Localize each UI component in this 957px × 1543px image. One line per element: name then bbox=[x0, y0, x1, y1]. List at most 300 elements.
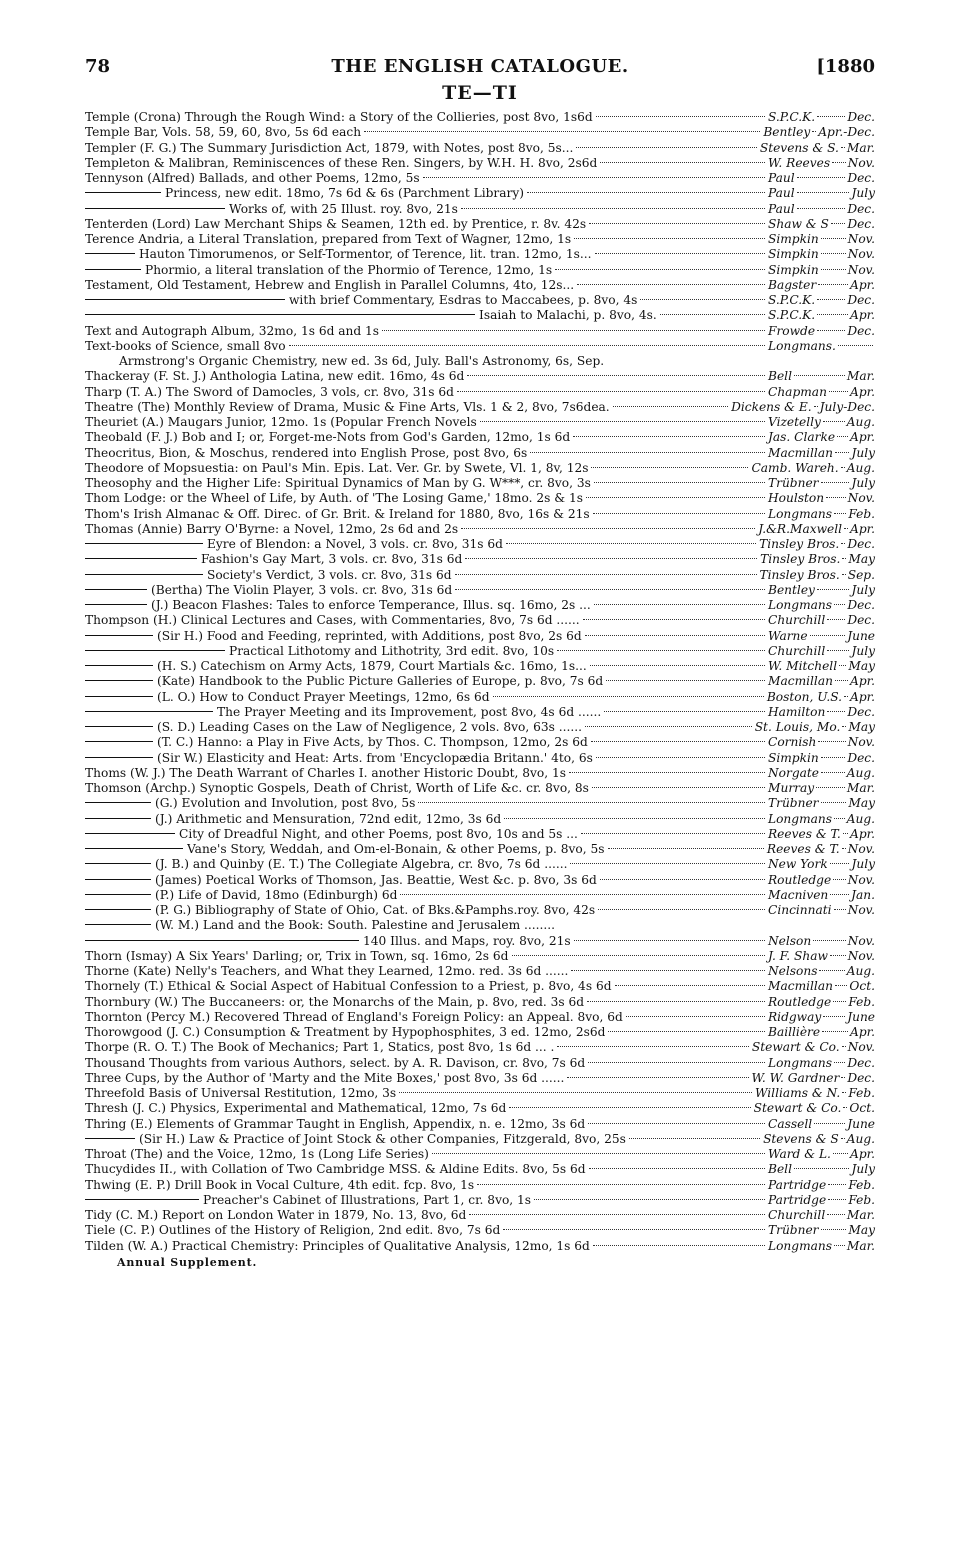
catalogue-entry bbox=[85, 430, 875, 445]
entry-date: Dec. bbox=[847, 293, 875, 307]
entry-date: Nov. bbox=[847, 872, 875, 887]
leader-dots bbox=[833, 879, 845, 880]
leader-dots bbox=[837, 436, 848, 437]
entry-publisher-cell bbox=[768, 1117, 875, 1132]
entry-title: Throat (The) and the Voice, 12mo, 1s (Long Life Series) bbox=[85, 1147, 429, 1161]
leader-dots bbox=[593, 1245, 765, 1246]
ditto-rule bbox=[85, 757, 153, 758]
leader-dots bbox=[842, 574, 846, 575]
entry-title: Hauton Timorumenos, or Self-Tormentor, of Terence, lit. tran. 12mo, 1s... bbox=[139, 247, 592, 262]
leader-dots bbox=[573, 436, 765, 437]
entry-publisher-cell bbox=[768, 644, 875, 659]
leader-dots bbox=[593, 513, 765, 514]
entry-publisher: Churchill bbox=[768, 643, 826, 658]
entry-publisher-cell bbox=[768, 583, 875, 598]
entry-date: July bbox=[851, 476, 875, 490]
catalogue-entry bbox=[85, 842, 875, 857]
catalogue-entry bbox=[85, 125, 875, 140]
leader-dots bbox=[821, 238, 846, 239]
entry-date: Oct. bbox=[849, 1101, 875, 1116]
entry-publisher-cell bbox=[752, 1071, 876, 1086]
catalogue-entry bbox=[85, 141, 875, 156]
entry-publisher: Longmans. bbox=[768, 338, 836, 353]
ditto-rule bbox=[85, 192, 161, 193]
entry-publisher-cell bbox=[768, 186, 875, 201]
leader-dots bbox=[828, 1184, 846, 1185]
entry-publisher-cell bbox=[768, 796, 875, 811]
catalogue-entry bbox=[85, 934, 875, 949]
entry-publisher-cell bbox=[768, 629, 875, 644]
entry-publisher: Shaw & S bbox=[768, 216, 829, 231]
entry-date: Aug. bbox=[846, 811, 875, 826]
entry-publisher-cell bbox=[759, 537, 875, 552]
leader-dots bbox=[574, 940, 765, 941]
leader-dots bbox=[591, 741, 765, 742]
leader-dots bbox=[834, 909, 846, 910]
entry-publisher-cell bbox=[768, 781, 875, 796]
page-number: 78 bbox=[85, 56, 111, 77]
catalogue-entry bbox=[85, 781, 875, 796]
entry-publisher-cell bbox=[763, 125, 875, 140]
catalogue-entry bbox=[85, 491, 875, 506]
leader-dots bbox=[823, 421, 845, 422]
entry-publisher-cell bbox=[768, 613, 875, 628]
leader-dots bbox=[835, 680, 848, 681]
entry-title: (L. O.) How to Conduct Prayer Meetings, 12mo, 6s 6d bbox=[157, 689, 490, 704]
entry-publisher: Stewart & Co. bbox=[753, 1101, 842, 1116]
entry-publisher-cell bbox=[768, 324, 875, 339]
entry-publisher-cell bbox=[768, 369, 875, 384]
entry-title: Thomas (Annie) Barry O'Byrne: a Novel, 12mo, 2s 6d and 2s bbox=[85, 521, 459, 536]
leader-dots bbox=[841, 467, 845, 468]
entry-publisher-cell bbox=[768, 339, 875, 354]
entry-title: (W. M.) Land and the Book: South. Palestine and Jerusalem ........ bbox=[155, 918, 556, 933]
catalogue-entry bbox=[85, 1010, 875, 1025]
leader-dots bbox=[595, 253, 765, 254]
catalogue-entry bbox=[85, 827, 875, 842]
entry-publisher: Simpkin bbox=[768, 232, 819, 246]
entry-title: Temple Bar, Vols. 58, 59, 60, 8vo, 5s 6d each bbox=[85, 125, 362, 140]
entry-title: Thorpe (R. O. T.) The Book of Mechanics; Part 1, Statics, post 8vo, 1s 6d ... . bbox=[85, 1040, 555, 1055]
entry-publisher: Longmans bbox=[768, 1238, 833, 1253]
entry-date: Dec. bbox=[847, 110, 875, 124]
leader-dots bbox=[557, 1046, 748, 1047]
entry-title: Thoms (W. J.) The Death Warrant of Charles I. another Historic Doubt, 8vo, 1s bbox=[85, 765, 567, 780]
entry-date: Feb. bbox=[848, 1086, 875, 1100]
leader-dots bbox=[830, 955, 846, 956]
leader-dots bbox=[455, 589, 765, 590]
entry-title: Tharp (T. A.) The Sword of Damocles, 3 vols, cr. 8vo, 31s 6d bbox=[85, 384, 454, 399]
entry-publisher: Routledge bbox=[768, 994, 832, 1009]
leader-dots bbox=[594, 604, 765, 605]
catalogue-entry bbox=[85, 1071, 875, 1086]
section-heading: TE—TI bbox=[442, 82, 518, 104]
leader-dots bbox=[817, 299, 845, 300]
leader-dots bbox=[600, 879, 765, 880]
ditto-rule bbox=[85, 314, 475, 315]
catalogue-entry bbox=[85, 247, 875, 262]
entry-date: Apr. bbox=[850, 1025, 875, 1039]
entry-title: Fashion's Gay Mart, 3 vols. cr. 8vo, 31s 6d bbox=[201, 552, 463, 567]
entry-title: Thornton (Percy M.) Recovered Thread of England's Foreign Policy: an Appeal. 8vo, 6d bbox=[85, 1009, 623, 1024]
entry-publisher: Cincinnati bbox=[768, 903, 832, 917]
entry-title: Thackeray (F. St. J.) Anthologia Latina, new edit. 16mo, 4s 6d bbox=[85, 369, 465, 384]
leader-dots bbox=[842, 558, 846, 559]
catalogue-entry bbox=[85, 293, 875, 308]
ditto-rule bbox=[85, 680, 153, 681]
entry-title: (G.) Evolution and Involution, post 8vo, 5s bbox=[155, 796, 416, 811]
catalogue-entry bbox=[85, 674, 875, 689]
entry-title: (H. S.) Catechism on Army Acts, 1879, Court Martials &c. 16mo, 1s... bbox=[157, 659, 587, 673]
leader-dots bbox=[817, 589, 850, 590]
entry-publisher: Partridge bbox=[768, 1192, 827, 1207]
entry-publisher: S.P.C.K. bbox=[768, 293, 816, 307]
leader-dots bbox=[506, 543, 756, 544]
leader-dots bbox=[821, 269, 846, 270]
ditto-rule bbox=[85, 589, 147, 590]
entry-title: Text and Autograph Album, 32mo, 1s 6d and 1s bbox=[85, 323, 380, 338]
entry-publisher: Macniven bbox=[768, 887, 829, 902]
leader-dots bbox=[465, 558, 757, 559]
entry-date: Apr. bbox=[850, 430, 875, 445]
entry-publisher: Bentley bbox=[768, 582, 815, 597]
catalogue-entry bbox=[85, 918, 875, 933]
entry-date: July bbox=[851, 643, 875, 658]
catalogue-entry bbox=[85, 522, 875, 537]
leader-dots bbox=[794, 1168, 850, 1169]
entry-title: Tenterden (Lord) Law Merchant Ships & Seamen, 12th ed. by Prentice, r. 8v. 42s bbox=[85, 216, 587, 231]
ditto-rule bbox=[85, 543, 203, 544]
leader-dots bbox=[821, 1229, 847, 1230]
leader-dots bbox=[830, 863, 850, 864]
leader-dots bbox=[844, 528, 848, 529]
entry-publisher-cell bbox=[768, 202, 875, 217]
entry-publisher: Reeves & T. bbox=[768, 826, 841, 841]
entry-publisher: Trübner bbox=[768, 476, 819, 490]
entry-publisher-cell bbox=[768, 812, 875, 827]
entry-date: Aug. bbox=[846, 964, 875, 978]
entry-publisher: Bagster bbox=[768, 277, 817, 292]
entry-publisher-cell bbox=[768, 1208, 875, 1223]
entry-date: Feb. bbox=[848, 506, 875, 521]
leader-dots bbox=[589, 1168, 765, 1169]
entry-publisher-cell bbox=[768, 1025, 875, 1040]
leader-dots bbox=[833, 1001, 846, 1002]
entry-title: Thom Lodge: or the Wheel of Life, by Auth. of 'The Losing Game,' 18mo. 2s & 1s bbox=[85, 491, 583, 506]
entry-publisher: Partridge bbox=[768, 1177, 827, 1192]
leader-dots bbox=[629, 1138, 760, 1139]
catalogue-entry bbox=[85, 263, 875, 278]
entry-title: Thorne (Kate) Nelly's Teachers, and What they Learned, 12mo. red. 3s 6d ...... bbox=[85, 964, 569, 978]
entry-title: Theocritus, Bion, & Moschus, rendered into English Prose, post 8vo, 6s bbox=[85, 445, 528, 460]
entry-list bbox=[85, 110, 875, 1254]
leader-dots bbox=[587, 1001, 765, 1002]
entry-title: Theatre (The) Monthly Review of Drama, Music & Fine Arts, Vls. 1 & 2, 8vo, 7s6dea. bbox=[85, 399, 610, 414]
catalogue-entry bbox=[85, 171, 875, 186]
entry-publisher: Paul bbox=[768, 171, 795, 185]
leader-dots bbox=[509, 1107, 750, 1108]
catalogue-entry bbox=[85, 964, 875, 979]
entry-title: Templeton & Malibran, Reminiscences of these Ren. Singers, by W.H. H. 8vo, 2s6d bbox=[85, 155, 598, 170]
entry-date: July bbox=[851, 186, 875, 201]
running-head bbox=[85, 56, 875, 82]
leader-dots bbox=[842, 1046, 846, 1047]
ditto-rule bbox=[85, 818, 151, 819]
leader-dots bbox=[600, 162, 765, 163]
entry-date: Dec. bbox=[847, 750, 875, 765]
leader-dots bbox=[833, 1153, 848, 1154]
catalogue-entry bbox=[85, 735, 875, 750]
entry-title: Thomson (Archp.) Synoptic Gospels, Death of Christ, Worth of Life &c. cr. 8vo, 8s bbox=[85, 781, 589, 795]
entry-publisher-cell bbox=[768, 1162, 875, 1177]
catalogue-entry bbox=[85, 369, 875, 384]
leader-dots bbox=[585, 726, 752, 727]
entry-title: with brief Commentary, Esdras to Maccabees, p. 8vo, 4s bbox=[289, 293, 638, 307]
leader-dots bbox=[364, 131, 760, 132]
entry-title: Thorowgood (J. C.) Consumption & Treatment by Hypophosphites, 3 ed. 12mo, 2s6d bbox=[85, 1025, 606, 1039]
leader-dots bbox=[838, 345, 873, 346]
entry-title: (Sir H.) Food and Feeding, reprinted, with Additions, post 8vo, 2s 6d bbox=[157, 628, 582, 643]
entry-title: (P.) Life of David, 18mo (Edinburgh) 6d bbox=[155, 887, 398, 902]
entry-date: Dec. bbox=[847, 613, 875, 628]
leader-dots bbox=[555, 269, 765, 270]
entry-publisher: Stewart & Co. bbox=[751, 1040, 840, 1055]
entry-date: Dec. bbox=[847, 704, 875, 719]
leader-dots bbox=[432, 1153, 765, 1154]
entry-title: (P. G.) Bibliography of State of Ohio, Cat. of Bks.&Pamphs.roy. 8vo, 42s bbox=[155, 903, 596, 917]
leader-dots bbox=[814, 1123, 845, 1124]
leader-dots bbox=[835, 452, 850, 453]
entry-date: Dec. bbox=[847, 1055, 875, 1070]
ditto-rule bbox=[85, 879, 151, 880]
ditto-rule bbox=[85, 269, 141, 270]
leader-dots bbox=[842, 1092, 846, 1093]
catalogue-entry bbox=[85, 568, 875, 583]
entry-publisher: Warne bbox=[768, 628, 808, 643]
entry-title: Preacher's Cabinet of Illustrations, Part 1, cr. 8vo, 1s bbox=[203, 1192, 532, 1207]
ditto-rule bbox=[85, 863, 151, 864]
entry-title: (Sir H.) Law & Practice of Joint Stock & other Companies, Fitzgerald, 8vo, 25s bbox=[139, 1131, 626, 1146]
leader-dots bbox=[577, 284, 765, 285]
entry-publisher: Longmans bbox=[768, 598, 833, 612]
entry-date: May bbox=[848, 659, 875, 673]
entry-date: Mar. bbox=[846, 140, 875, 155]
leader-dots bbox=[503, 1229, 765, 1230]
catalogue-entry bbox=[85, 979, 875, 994]
entry-title: Tilden (W. A.) Practical Chemistry: Principles of Qualitative Analysis, 12mo, 1s 6d bbox=[85, 1238, 590, 1253]
entry-publisher-cell bbox=[767, 690, 875, 705]
entry-date: Aug. bbox=[846, 1131, 875, 1146]
entry-title: Theuriet (A.) Maugars Junior, 12mo. 1s (Popular French Novels bbox=[85, 415, 477, 429]
entry-date: Nov. bbox=[847, 933, 875, 948]
entry-date: Apr.-Dec. bbox=[818, 125, 875, 140]
entry-publisher: Hamilton bbox=[768, 704, 826, 719]
ditto-rule bbox=[85, 940, 359, 941]
leader-dots bbox=[834, 818, 845, 819]
entry-date: Dec. bbox=[847, 201, 875, 216]
entry-date: Nov. bbox=[847, 735, 875, 750]
entry-publisher: Paul bbox=[768, 186, 795, 201]
entry-title: Thresh (J. C.) Physics, Experimental and Mathematical, 12mo, 7s 6d bbox=[85, 1101, 507, 1116]
leader-dots bbox=[596, 116, 765, 117]
entry-publisher: Boston, U.S. bbox=[766, 689, 843, 704]
entry-title: (T. C.) Hanno: a Play in Five Acts, by Thos. C. Thompson, 12mo, 2s 6d bbox=[157, 735, 588, 750]
entry-publisher-cell bbox=[768, 1178, 875, 1193]
entry-publisher-cell bbox=[768, 278, 875, 293]
entry-publisher: St. Louis, Mo. bbox=[754, 720, 841, 734]
entry-title: (Bertha) The Violin Player, 3 vols. cr. 8vo, 31s 6d bbox=[151, 582, 453, 597]
leader-dots bbox=[821, 482, 850, 483]
leader-dots bbox=[844, 696, 848, 697]
leader-dots bbox=[834, 1062, 845, 1063]
entry-date: Nov. bbox=[847, 842, 875, 856]
entry-publisher: Macmillan bbox=[768, 674, 833, 689]
leader-dots bbox=[812, 131, 816, 132]
entry-publisher-cell bbox=[768, 964, 875, 979]
entry-title: (S. D.) Leading Cases on the Law of Negligence, 2 vols. 8vo, 63s ...... bbox=[157, 720, 583, 734]
leader-dots bbox=[423, 177, 765, 178]
entry-publisher-cell bbox=[768, 1056, 875, 1071]
entry-title: Theodore of Mopsuestia: on Paul's Min. Epis. Lat. Ver. Gr. by Swete, Vl. 1, 8v, 12s bbox=[85, 460, 589, 475]
entry-publisher-cell bbox=[760, 141, 875, 156]
catalogue-entry bbox=[85, 400, 875, 415]
ditto-rule bbox=[85, 604, 147, 605]
leader-dots bbox=[841, 543, 845, 544]
entry-publisher: Baillière bbox=[768, 1025, 821, 1039]
leader-dots bbox=[581, 833, 765, 834]
leader-dots bbox=[841, 1138, 845, 1139]
leader-dots bbox=[594, 482, 765, 483]
leader-dots bbox=[827, 650, 849, 651]
leader-dots bbox=[797, 177, 846, 178]
entry-publisher-cell bbox=[768, 1239, 875, 1254]
entry-title: Tiele (C. P.) Outlines of the History of Religion, 2nd edit. 8vo, 7s 6d bbox=[85, 1223, 501, 1238]
catalogue-entry bbox=[85, 720, 875, 735]
entry-title: Thwing (E. P.) Drill Book in Vocal Culture, 4th edit. fcp. 8vo, 1s bbox=[85, 1177, 475, 1192]
entry-publisher-cell bbox=[768, 735, 875, 750]
leader-dots bbox=[461, 208, 765, 209]
leader-dots bbox=[586, 497, 765, 498]
entry-date: Dec. bbox=[847, 216, 875, 231]
leader-dots bbox=[615, 985, 765, 986]
leader-dots bbox=[571, 970, 765, 971]
entry-publisher-cell bbox=[768, 873, 875, 888]
leader-dots bbox=[504, 818, 765, 819]
leader-dots bbox=[834, 604, 845, 605]
leader-dots bbox=[567, 1077, 748, 1078]
leader-dots bbox=[829, 391, 848, 392]
leader-dots bbox=[467, 375, 765, 376]
entry-date: Apr. bbox=[850, 521, 875, 536]
leader-dots bbox=[821, 802, 847, 803]
entry-publisher: Macmillan bbox=[768, 979, 833, 994]
entry-publisher-cell bbox=[768, 507, 875, 522]
catalogue-entry bbox=[85, 1178, 875, 1193]
catalogue-entry bbox=[85, 415, 875, 430]
leader-dots bbox=[817, 314, 848, 315]
catalogue-entry bbox=[85, 690, 875, 705]
catalogue-entry bbox=[85, 308, 875, 323]
entry-publisher: Chapman bbox=[768, 384, 827, 399]
footer-signature: Annual Supplement. bbox=[117, 1255, 258, 1269]
leader-dots bbox=[842, 848, 846, 849]
ditto-rule bbox=[85, 741, 153, 742]
catalogue-entry bbox=[85, 1223, 875, 1238]
entry-publisher: J. F. Shaw bbox=[768, 948, 828, 963]
entry-title: Vane's Story, Weddah, and Om-el-Bonain, & other Poems, p. 8vo, 5s bbox=[187, 842, 605, 856]
leader-dots bbox=[814, 406, 818, 407]
entry-date: July bbox=[851, 582, 875, 597]
entry-date: July bbox=[851, 445, 875, 460]
leader-dots bbox=[455, 574, 757, 575]
catalogue-entry bbox=[85, 1239, 875, 1254]
entry-date: June bbox=[847, 1116, 875, 1131]
entry-date: Feb. bbox=[848, 1177, 875, 1192]
entry-title: Terence Andria, a Literal Translation, prepared from Text of Wagner, 12mo, 1s bbox=[85, 232, 572, 246]
entry-title: (J. B.) and Quinby (E. T.) The Collegiate Algebra, cr. 8vo, 7s 6d ...... bbox=[155, 857, 568, 872]
leader-dots bbox=[794, 375, 845, 376]
entry-date: Aug. bbox=[846, 460, 875, 475]
ditto-rule bbox=[85, 909, 151, 910]
entry-title: Phormio, a literal translation of the Phormio of Terence, 12mo, 1s bbox=[145, 262, 553, 277]
catalogue-entry bbox=[85, 598, 875, 613]
catalogue-entry bbox=[85, 217, 875, 232]
entry-publisher: Stevens & S. bbox=[759, 140, 839, 155]
entry-publisher: Murray bbox=[768, 781, 815, 795]
catalogue-entry bbox=[85, 796, 875, 811]
entry-date: Nov. bbox=[847, 232, 875, 246]
catalogue-entry bbox=[85, 903, 875, 918]
catalogue-entry bbox=[85, 1193, 875, 1208]
leader-dots bbox=[592, 787, 765, 788]
entry-date: Dec. bbox=[847, 171, 875, 185]
entry-title: Theobald (F. J.) Bob and I; or, Forget-me-Nots from God's Garden, 12mo, 1s 6d bbox=[85, 430, 571, 445]
catalogue-entry bbox=[85, 232, 875, 247]
entry-title: Thom's Irish Almanac & Off. Direc. of Gr. Brit. & Ireland for 1880, 8vo, 16s & 21s bbox=[85, 506, 590, 521]
year-marker: [1880 bbox=[816, 56, 875, 77]
leader-dots bbox=[400, 894, 765, 895]
entry-title: Thring (E.) Elements of Grammar Taught in English, Appendix, n. e. 12mo, 3s 6d bbox=[85, 1116, 586, 1131]
entry-publisher: Tinsley Bros. bbox=[759, 537, 840, 551]
entry-date: Nov. bbox=[847, 1040, 875, 1055]
entry-date: Nov. bbox=[847, 948, 875, 963]
catalogue-entry bbox=[85, 766, 875, 781]
catalogue-entry bbox=[85, 888, 875, 903]
leader-dots bbox=[583, 619, 765, 620]
entry-publisher: S.P.C.K. bbox=[768, 308, 816, 323]
entry-publisher-cell bbox=[768, 156, 875, 171]
catalogue-entry bbox=[85, 1086, 875, 1101]
entry-publisher-cell bbox=[768, 308, 875, 323]
entry-date: July bbox=[851, 857, 875, 872]
entry-title: Works of, with 25 Illust. roy. 8vo, 21s bbox=[229, 201, 458, 216]
entry-publisher: Trübner bbox=[768, 1223, 819, 1238]
entry-publisher-cell bbox=[767, 842, 875, 857]
entry-publisher-cell bbox=[768, 857, 875, 872]
leader-dots bbox=[813, 940, 845, 941]
entry-title: Testament, Old Testament, Hebrew and English in Parallel Columns, 4to, 12s... bbox=[85, 277, 575, 292]
leader-dots bbox=[817, 330, 845, 331]
leader-dots bbox=[841, 1077, 845, 1078]
entry-title: Thornely (T.) Ethical & Social Aspect of Habitual Confession to a Priest, p. 8vo, 4s 6d bbox=[85, 979, 612, 994]
entry-publisher: Bell bbox=[768, 1162, 792, 1177]
ditto-rule bbox=[85, 665, 153, 666]
entry-publisher-cell bbox=[768, 293, 875, 308]
entry-title: Society's Verdict, 3 vols. cr. 8vo, 31s 6d bbox=[207, 567, 452, 582]
catalogue-entry bbox=[85, 1056, 875, 1071]
leader-dots bbox=[626, 1016, 765, 1017]
catalogue-entry bbox=[85, 476, 875, 491]
